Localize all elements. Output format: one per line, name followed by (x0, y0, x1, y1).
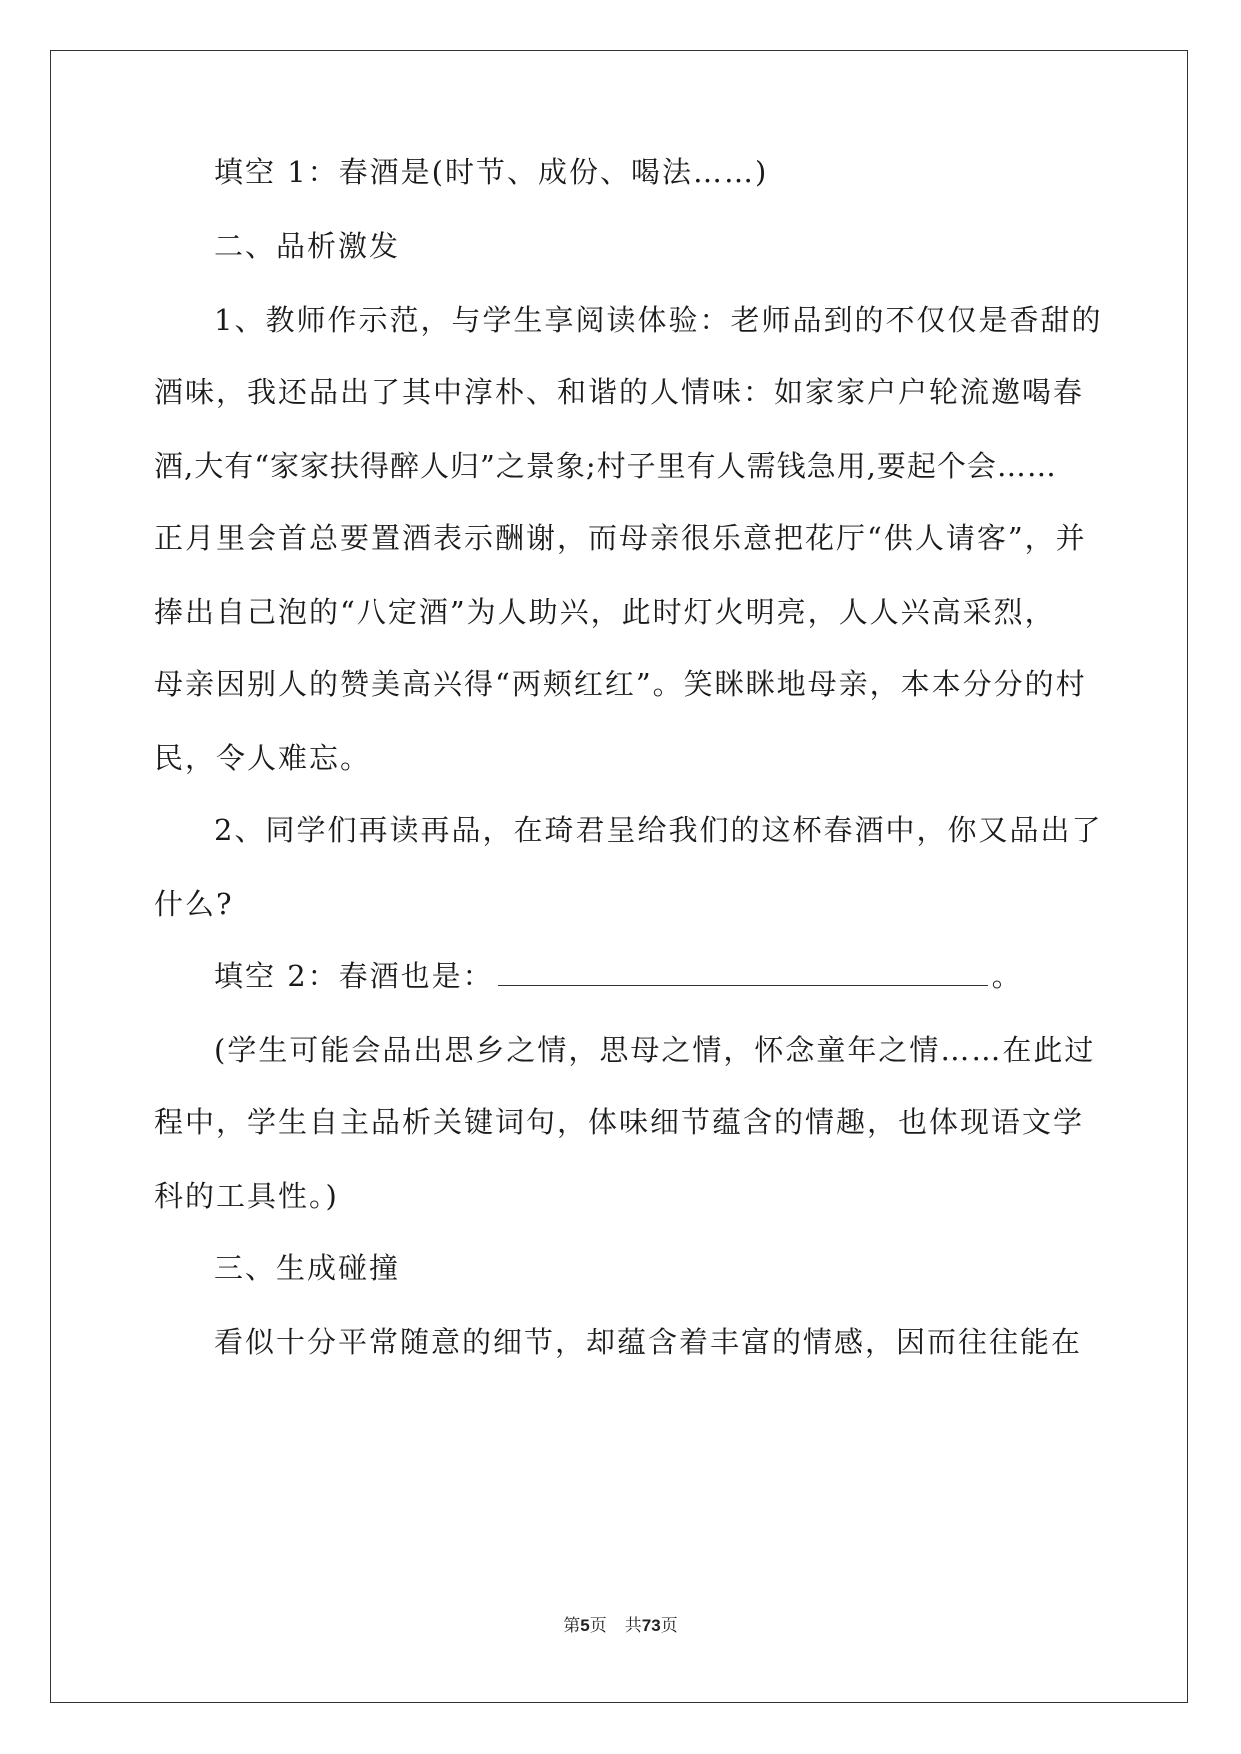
paragraph-line: 2、同学们再读再品，在琦君呈给我们的这杯春酒中，你又品出了 (214, 813, 1103, 847)
section-heading-3: 三、生成碰撞 (214, 1251, 401, 1285)
section-heading-2: 二、品析激发 (214, 229, 401, 263)
paragraph-line: 1、教师作示范，与学生享阅读体验：老师品到的不仅仅是香甜的 (214, 303, 1103, 337)
paragraph-line: 看似十分平常随意的细节，却蕴含着丰富的情感，因而往往能在 (214, 1325, 1083, 1359)
paragraph-line: 母亲因别人的赞美高兴得“两颊红红”。笑眯眯地母亲，本本分分的村 (154, 667, 1087, 701)
page-border (50, 50, 1188, 1703)
paragraph-line: 科的工具性。) (154, 1179, 339, 1213)
page-suffix: 页 (589, 1616, 607, 1636)
fill-blank-2 (214, 956, 1154, 996)
page-number: 5 (580, 1616, 590, 1635)
total-suffix: 页 (660, 1616, 678, 1636)
page-footer (0, 1614, 1241, 1638)
paragraph-line: 捧出自己泡的“八定酒”为人助兴，此时灯火明亮，人人兴高采烈， (154, 595, 1056, 629)
paragraph-line: 正月里会首总要置酒表示酬谢，而母亲很乐意把花厅“供人请客”，并 (154, 521, 1087, 555)
total-prefix: 共 (624, 1616, 642, 1636)
paragraph-line: 民，令人难忘。 (154, 741, 372, 775)
paragraph-line: 什么? (154, 887, 234, 921)
total-pages: 73 (641, 1616, 661, 1635)
paragraph-line: (学生可能会品出思乡之情，思母之情，怀念童年之情……在此过 (214, 1033, 1096, 1067)
paragraph-line: 酒,大有“家家扶得醉人归”之景象;村子里有人需钱急用,要起个会…… (154, 449, 1057, 483)
fill-blank-1: 填空 1：春酒是(时节、成份、喝法……) (214, 155, 769, 189)
answer-blank[interactable] (498, 963, 988, 986)
fill-blank-2-period: 。 (991, 959, 1023, 993)
paragraph-line: 酒味，我还品出了其中淳朴、和谐的人情味：如家家户户轮流邀喝春 (154, 375, 1085, 409)
fill-blank-2-label: 填空 2：春酒也是： (214, 959, 494, 993)
page-prefix: 第 (563, 1616, 581, 1636)
paragraph-line: 程中，学生自主品析关键词句，体味细节蕴含的情趣，也体现语文学 (154, 1105, 1085, 1139)
